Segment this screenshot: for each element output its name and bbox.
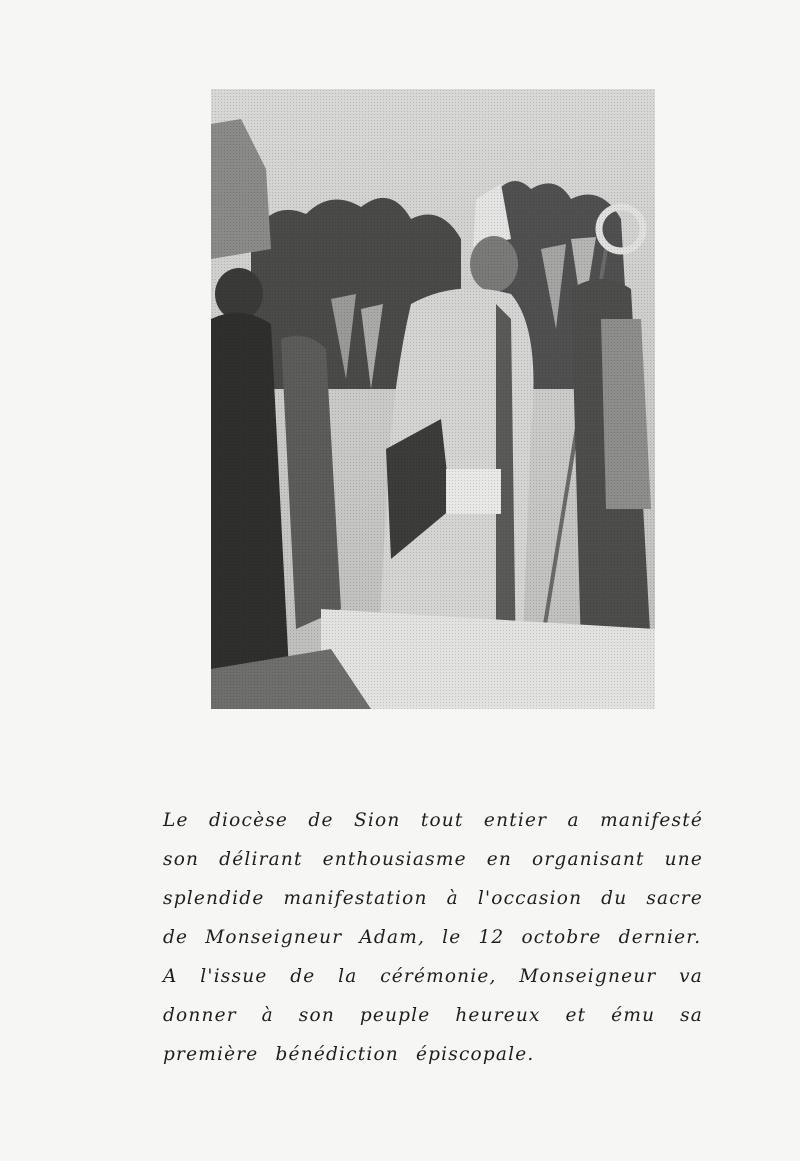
caption-paragraph-1: Le diocèse de Sion tout entier a manifesté son délirant enthousiasme en organisant une splendide manifestation à l'occasion du sacre de Monseigneur Adam, le 12 octobre dernier. [163,809,703,948]
bishop-blessing-illustration [211,89,655,709]
caption-paragraph-2: A l'issue de la cérémonie, Monseigneur va donner à son peuple heureux et ému sa première bénédiction épiscopale. [163,965,703,1065]
ceremony-photo [211,89,655,709]
